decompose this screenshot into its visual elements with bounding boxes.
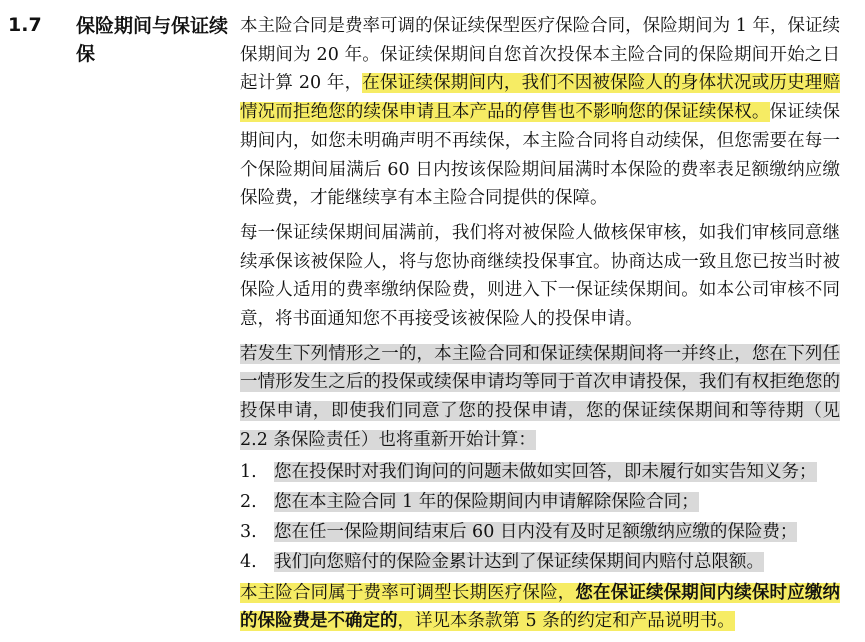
- premium-uncertain-bold: 您在保证续保期间内续保时应缴纳的保险费是不确定的: [240, 582, 841, 632]
- auto-renewal-text: 保证续保期间内，如您未明确声明不再续保，本主险合同将自动续保，但您需要在每一个保险期间届满后 60 日内按该保险期间届满时本保险的费率表足额缴纳应缴保险费，才能继续享有本主险合同提供的保障。: [240, 102, 841, 209]
- renewal-guarantee-highlight: 在保证续保期间内，我们不因被保险人的身体状况或历史理赔情况而拒绝您的续保申请且本产品的停售也不影响您的保证续保权。: [240, 73, 840, 123]
- list-item-text: 您在任一保险期间结束后 60 日内没有及时足额缴纳应缴的保险费；: [274, 521, 798, 542]
- paragraph-termination: [240, 340, 840, 455]
- clause-title: 保险期间与保证续保: [76, 15, 229, 65]
- premium-reference-text: ，详见本条款第 5 条的约定和产品说明书。: [397, 611, 735, 632]
- list-item-text: 您在投保时对我们询问的问题未做如实回答，即未履行如实告知义务；: [274, 461, 817, 482]
- clause-body: [240, 12, 840, 642]
- list-item: [240, 517, 840, 547]
- list-item: [240, 547, 840, 577]
- paragraph-renewal-terms: [240, 12, 840, 213]
- list-item-number: 1.: [240, 461, 257, 482]
- paragraph-premium-adjustable: [240, 579, 840, 636]
- premium-adjustable-text: 本主险合同属于费率可调型长期医疗保险，: [240, 582, 576, 603]
- paragraph-underwriting: [240, 219, 840, 334]
- list-item-number: 2.: [240, 491, 257, 512]
- list-item: [240, 487, 840, 517]
- clause-number: 1.7: [8, 14, 42, 36]
- list-item: [240, 457, 840, 487]
- list-item-text: 我们向您赔付的保险金累计达到了保证续保期间内赔付总限额。: [274, 551, 764, 572]
- renewal-terms-text: 本主险合同是费率可调的保证续保型医疗保险合同，保险期间为 1 年，保证续保期间为 20 年。保证续保期间自您首次投保本主险合同的保险期间开始之日起计算 20 年，: [240, 16, 840, 94]
- list-item-number: 3.: [240, 521, 257, 542]
- list-item-text: 您在本主险合同 1 年的保险期间内申请解除保险合同；: [274, 491, 699, 512]
- termination-conditions-list: [240, 457, 840, 577]
- list-item-number: 4.: [240, 551, 257, 572]
- underwriting-text: 每一保证续保期间届满前，我们将对被保险人做核保审核，如我们审核同意继续承保该被保险人，将与您协商继续投保事宜。协商达成一致且您已按当时被保险人适用的费率缴纳保险费，则进入下一保证续保期间。如本公司审核不同意，将书面通知您不再接受该被保险人的投保申请。: [240, 222, 840, 330]
- termination-text: 若发生下列情形之一的，本主险合同和保证续保期间将一并终止，您在下列任一情形发生之后的投保或续保申请均等同于首次申请投保，我们有权拒绝您的投保申请，即使我们同意了您的投保申请，您的保证续保期间和等待期（见 2.2 条保险责任）也将重新开始计算：: [240, 343, 840, 450]
